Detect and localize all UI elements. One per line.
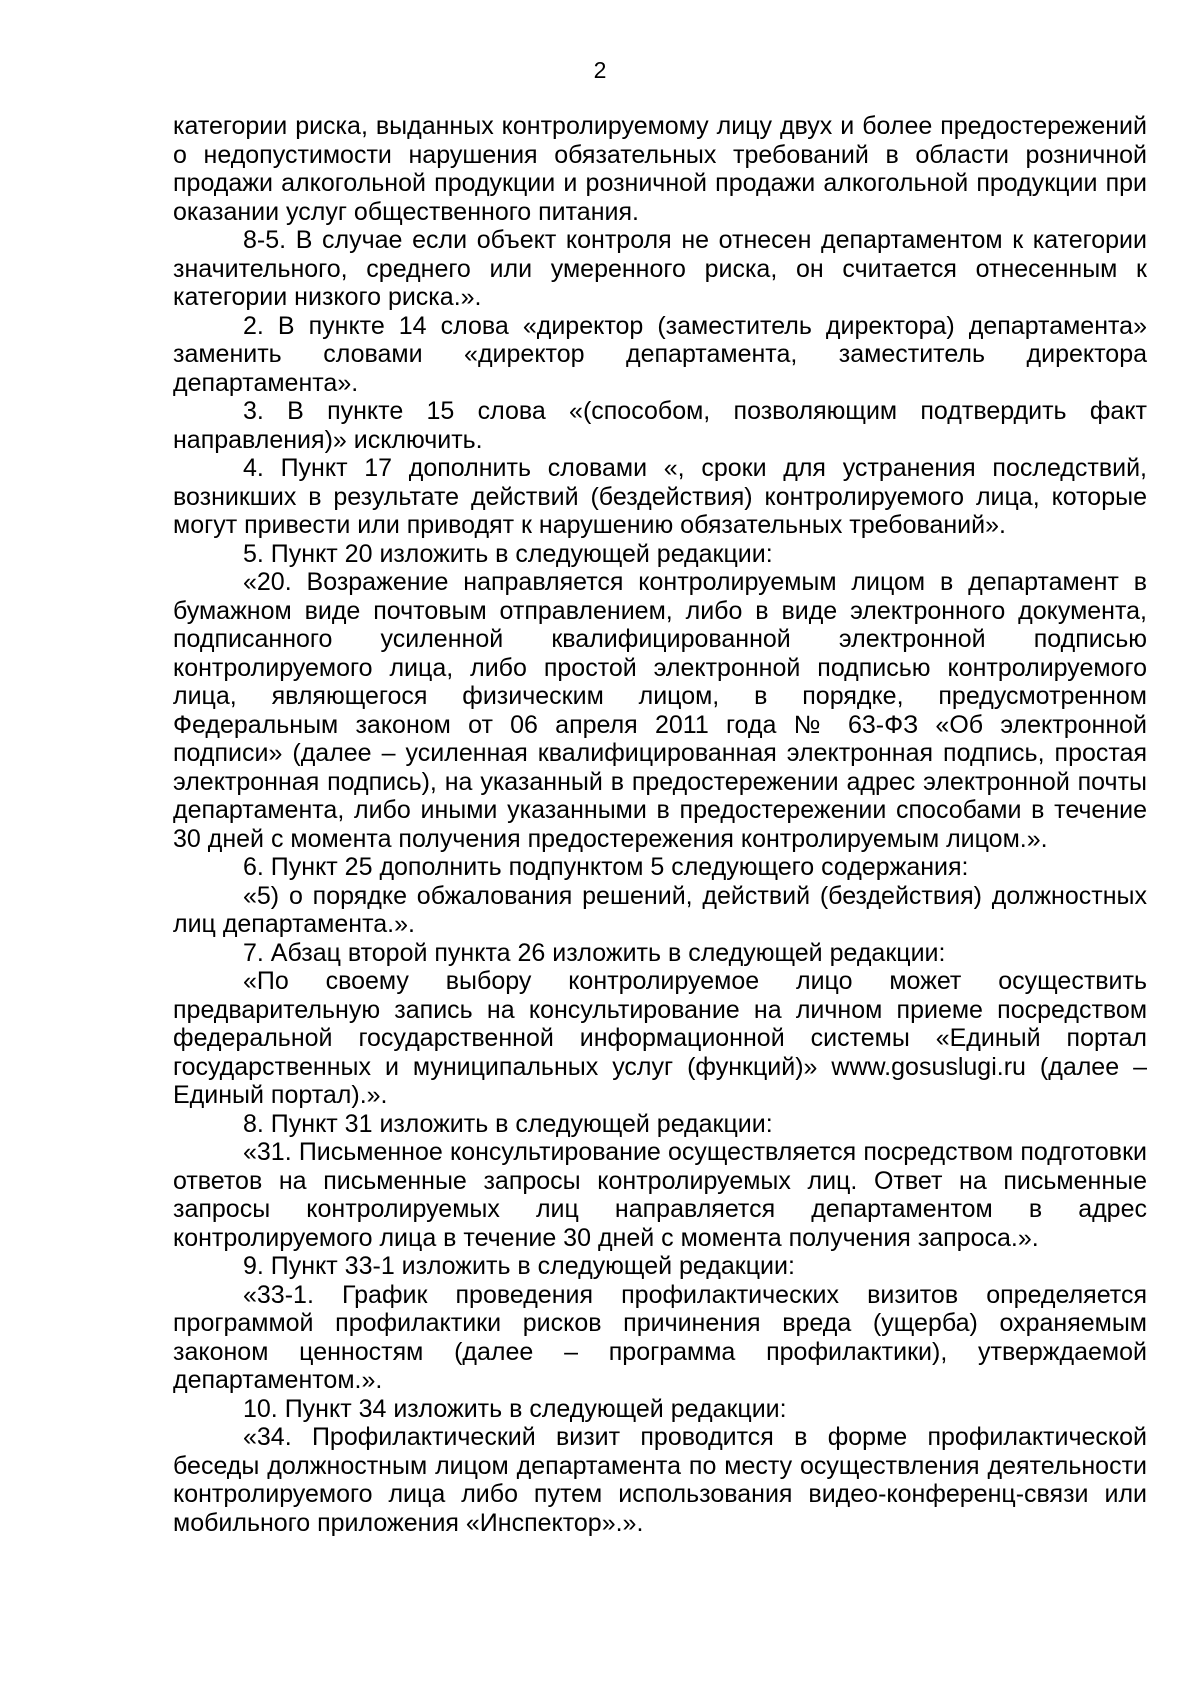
paragraph-clause-31: «31. Письменное консультирование осуществляется посредством подготовки ответов на письменные запросы контролируемых лиц. Ответ на письменные запросы контролируемых лиц направляется департаментом в адрес контролируемого лица в течение 30 дней с момента получения запроса.». bbox=[173, 1138, 1147, 1252]
paragraph-item-6: 6. Пункт 25 дополнить подпунктом 5 следующего содержания: bbox=[243, 853, 969, 881]
paragraph-clause-34: «34. Профилактический визит проводится в форме профилактической беседы должностным лицом департамента по месту осуществления деятельности контролируемого лица либо путем использования видео-конференц-связи или мобильного приложения «Инспектор».». bbox=[173, 1423, 1147, 1537]
paragraph-item-4: 4. Пункт 17 дополнить словами «, сроки для устранения последствий, возникших в результате действий (бездействия) контролируемого лица, которые могут привести или приводят к нарушению обязательных требований». bbox=[173, 454, 1147, 539]
document-body bbox=[173, 112, 1147, 1537]
paragraph-item-2: 2. В пункте 14 слова «директор (заместитель директора) департамента» заменить словами «директор департамента, заместитель директора департамента». bbox=[173, 311, 1147, 397]
paragraph-clause-20: «20. Возражение направляется контролируемым лицом в департамент в бумажном виде почтовым отправлением, либо в виде электронного документа, подписанного усиленной квалифицированной электронной подписью контролируемого лица, либо простой электронной подписью контролируемого лица, являющегося физическим лицом, в порядке, предусмотренном Федеральным законом от 06 апреля 2011 года № 63-ФЗ «Об электронной подписи» (далее – усиленная квалифицированная электронная подпись, простая электронная подпись), на указанный в предостережении адрес электронной почты департамента, либо иными указанными в предостережении способами в течение 30 дней с момента получения предостережения контролируемым лицом.». bbox=[173, 568, 1147, 853]
paragraph-clause-26: «По своему выбору контролируемое лицо может осуществить предварительную запись на консультирование на личном приеме посредством федеральной государственной информационной системы «Единый портал государственных и муниципальных услуг (функций)» www.gosuslugi.ru (далее – Единый портал).». bbox=[173, 967, 1147, 1109]
paragraph-subclause-5: «5) о порядке обжалования решений, действий (бездействия) должностных лиц департамента.». bbox=[173, 881, 1147, 938]
paragraph-item-8: 8. Пункт 31 изложить в следующей редакции: bbox=[243, 1109, 773, 1138]
paragraph-continuation: категории риска, выданных контролируемому лицу двух и более предостережений о недопустимости нарушения обязательных требований в области розничной продажи алкогольной продукции и розничной продажи алкогольной продукции при оказании услуг общественного питания. bbox=[173, 112, 1147, 226]
paragraph-item-3: 3. В пункте 15 слова «(способом, позволяющим подтвердить факт направления)» исключить. bbox=[173, 397, 1147, 454]
paragraph-item-5: 5. Пункт 20 изложить в следующей редакции: bbox=[243, 539, 773, 568]
paragraph-clause-33-1: «33-1. График проведения профилактических визитов определяется программой профилактики рисков причинения вреда (ущерба) охраняемым законом ценностям (далее – программа профилактики), утверждаемой департаментом.». bbox=[173, 1280, 1147, 1394]
paragraph-8-5: 8-5. В случае если объект контроля не отнесен департаментом к категории значительного, среднего или умеренного риска, он считается отнесенным к категории низкого риска.». bbox=[173, 226, 1147, 311]
paragraph-item-9: 9. Пункт 33-1 изложить в следующей редакции: bbox=[243, 1252, 795, 1280]
paragraph-item-7: 7. Абзац второй пункта 26 изложить в следующей редакции: bbox=[243, 938, 946, 967]
page-number: 2 bbox=[593, 57, 607, 83]
paragraph-item-10: 10. Пункт 34 изложить в следующей редакции: bbox=[243, 1394, 787, 1423]
